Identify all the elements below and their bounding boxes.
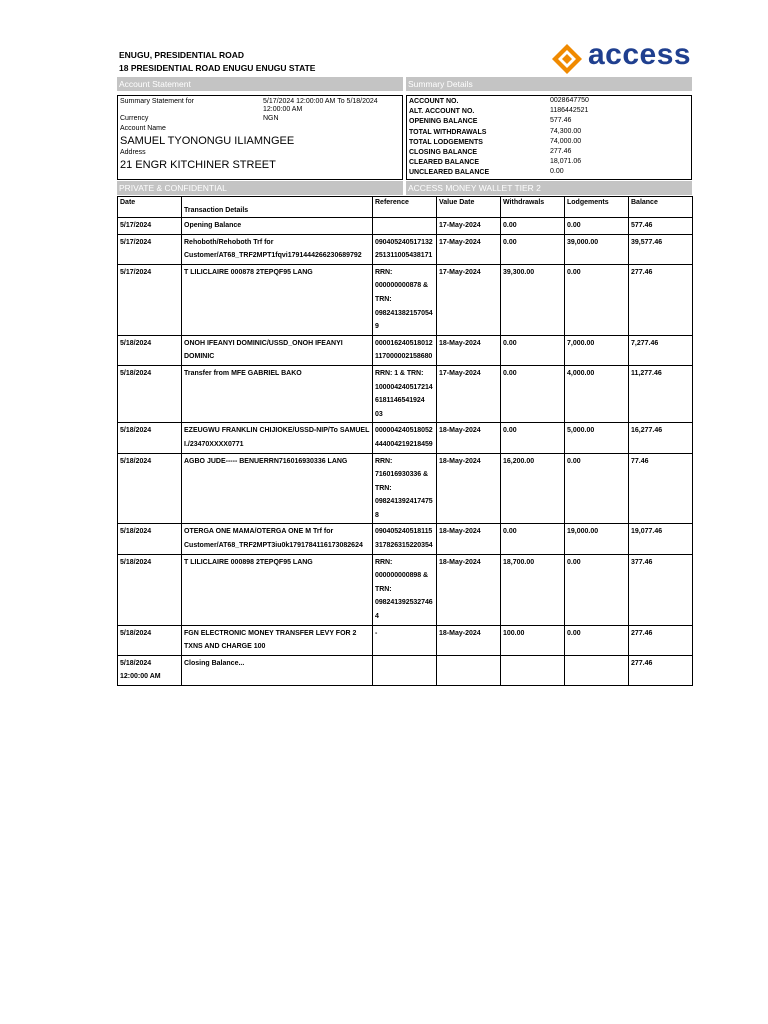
summary-value-item: 577.46 [550,117,572,125]
currency-value: NGN [263,115,279,122]
summary-value-item: 1186442521 [550,107,589,115]
account-info-box [117,95,403,180]
cell-date: 5/18/2024 [118,453,182,524]
private-confidential-bar: PRIVATE & CONFIDENTIAL [117,181,403,195]
cell-date: 5/18/2024 [118,423,182,453]
cell-value-date: 18-May-2024 [437,524,501,554]
summary-label-item: OPENING BALANCE [409,118,478,126]
summary-box [406,95,692,180]
summary-label-item: UNCLEARED BALANCE [409,169,490,177]
cell-date: 5/17/2024 [118,218,182,235]
cell-details: FGN ELECTRONIC MONEY TRANSFER LEVY FOR 2 TXNS AND CHARGE 100 [182,625,373,655]
cell-balance: 577.46 [629,218,693,235]
cell-value-date: 18-May-2024 [437,554,501,625]
branch-address: 18 PRESIDENTIAL ROAD ENUGU ENUGU STATE [119,63,316,73]
cell-reference [373,218,437,235]
summary-label-item: TOTAL LODGEMENTS [409,138,483,146]
cell-date: 5/18/2024 [118,625,182,655]
cell-details: ONOH IFEANYI DOMINIC/USSD_ONOH IFEANYI DOMINIC [182,335,373,365]
cell-details: OTERGA ONE MAMA/OTERGA ONE M Trf for Customer/AT68_TRF2MPT3iu0k1791784116173082624 [182,524,373,554]
cell-value-date: 17-May-2024 [437,234,501,264]
table-row [118,453,693,524]
access-diamond-icon [550,42,584,78]
cell-lodgements: 4,000.00 [565,365,629,422]
logo-wordmark: access [588,38,692,71]
cell-withdrawals: 18,700.00 [501,554,565,625]
cell-balance: 277.46 [629,264,693,335]
table-row [118,335,693,365]
cell-balance: 19,077.46 [629,524,693,554]
summary-value-item: 18,071.06 [550,158,582,166]
cell-details: EZEUGWU FRANKLIN CHIJIOKE/USSD-NIP/To SAMUEL I./23470XXXX0771 [182,423,373,453]
cell-withdrawals: 100.00 [501,625,565,655]
cell-reference [373,655,437,685]
table-row [118,554,693,625]
col-lodgements: Lodgements [565,197,629,218]
access-logo [550,38,692,78]
summary-label-item: ALT. ACCOUNT NO. [409,108,475,116]
address-value: 21 ENGR KITCHINER STREET [120,159,276,171]
cell-withdrawals: 0.00 [501,365,565,422]
cell-reference: - [373,625,437,655]
cell-details: Rehoboth/Rehoboth Trf for Customer/AT68_TRF2MPT1fqvi1791444266230689792 [182,234,373,264]
cell-reference: RRN: 716016930336 & TRN: 0982413924174758 [373,453,437,524]
summary-label-item: ACCOUNT NO. [409,98,459,105]
summary-value-item: 74,300.00 [550,127,582,135]
cell-value-date: 18-May-2024 [437,625,501,655]
table-row [118,524,693,554]
summary-details-bar: Summary Details [406,77,692,91]
cell-date: 5/17/2024 [118,264,182,335]
summary-value-item: 277.46 [550,148,572,155]
cell-reference: 090405240517132251311005438171 [373,234,437,264]
cell-details: AGBO JUDE----- BENUERRN716016930336 LANG [182,453,373,524]
col-reference: Reference [373,197,437,218]
cell-date: 5/18/2024 12:00:00 AM [118,655,182,685]
cell-date: 5/18/2024 [118,335,182,365]
cell-withdrawals: 0.00 [501,335,565,365]
col-details-label: Transaction Details [184,207,249,214]
cell-lodgements: 7,000.00 [565,335,629,365]
cell-value-date: 18-May-2024 [437,423,501,453]
summary-label-item: TOTAL WITHDRAWALS [409,128,487,136]
cell-lodgements [565,655,629,685]
summary-label-item: CLOSING BALANCE [409,149,478,156]
table-row [118,365,693,422]
cell-withdrawals: 39,300.00 [501,264,565,335]
cell-value-date: 17-May-2024 [437,365,501,422]
table-row [118,234,693,264]
cell-reference: 000016240518012117000002158680 [373,335,437,365]
cell-withdrawals: 0.00 [501,218,565,235]
summary-label: Summary Statement for [120,98,194,105]
cell-date: 5/18/2024 [118,365,182,422]
col-withdrawals: Withdrawals [501,197,565,218]
cell-date: 5/18/2024 [118,554,182,625]
account-statement-bar: Account Statement [117,77,403,91]
summary-value-item: 0028647750 [550,97,589,104]
cell-date: 5/17/2024 [118,234,182,264]
cell-value-date: 18-May-2024 [437,453,501,524]
wallet-tier-bar: ACCESS MONEY WALLET TIER 2 [406,181,692,195]
cell-lodgements: 0.00 [565,453,629,524]
address-label: Address [120,149,146,156]
cell-details: T LILICLAIRE 000878 2TEPQF95 LANG [182,264,373,335]
cell-balance: 277.46 [629,655,693,685]
col-date: Date [118,197,182,218]
cell-details: Closing Balance... [182,655,373,685]
transactions-table [117,196,693,686]
summary-period: 5/17/2024 12:00:00 AM To 5/18/2024 12:00:00 AM [263,98,378,113]
cell-details: Transfer from MFE GABRIEL BAKO [182,365,373,422]
cell-date: 5/18/2024 [118,524,182,554]
transactions-body [118,218,693,686]
cell-value-date: 17-May-2024 [437,218,501,235]
cell-balance: 77.46 [629,453,693,524]
summary-value-item: 74,000.00 [550,137,582,145]
cell-withdrawals: 0.00 [501,524,565,554]
cell-balance: 11,277.46 [629,365,693,422]
cell-reference: RRN: 000000000878 & TRN: 0982413821570549 [373,264,437,335]
cell-details: T LILICLAIRE 000898 2TEPQF95 LANG [182,554,373,625]
cell-reference: 000004240518052444004219218459 [373,423,437,453]
currency-label: Currency [120,115,149,122]
cell-withdrawals: 0.00 [501,234,565,264]
table-row [118,625,693,655]
col-details [182,197,373,218]
table-row [118,655,693,685]
cell-lodgements: 0.00 [565,625,629,655]
cell-reference: RRN: 000000000898 & TRN: 0982413925327464 [373,554,437,625]
cell-withdrawals [501,655,565,685]
cell-balance: 377.46 [629,554,693,625]
cell-lodgements: 5,000.00 [565,423,629,453]
cell-balance: 39,577.46 [629,234,693,264]
account-name-label: Account Name [120,125,166,132]
branch-name: ENUGU, PRESIDENTIAL ROAD [119,50,244,60]
cell-reference: 090405240518115317826315220354 [373,524,437,554]
cell-reference: RRN: 1 & TRN: 1000042405172146181146541924 03 [373,365,437,422]
cell-value-date: 18-May-2024 [437,335,501,365]
col-balance: Balance [629,197,693,218]
cell-lodgements: 39,000.00 [565,234,629,264]
account-name: SAMUEL TYONONGU ILIAMNGEE [120,135,295,147]
cell-value-date [437,655,501,685]
cell-balance: 7,277.46 [629,335,693,365]
col-value-date: Value Date [437,197,501,218]
cell-balance: 16,277.46 [629,423,693,453]
table-row [118,423,693,453]
table-row [118,264,693,335]
summary-label-item: CLEARED BALANCE [409,159,479,167]
cell-lodgements: 0.00 [565,554,629,625]
cell-lodgements: 0.00 [565,218,629,235]
cell-withdrawals: 0.00 [501,423,565,453]
table-row [118,218,693,235]
cell-details: Opening Balance [182,218,373,235]
cell-withdrawals: 16,200.00 [501,453,565,524]
cell-lodgements: 19,000.00 [565,524,629,554]
summary-value-item: 0.00 [550,168,564,176]
cell-value-date: 17-May-2024 [437,264,501,335]
cell-balance: 277.46 [629,625,693,655]
cell-lodgements: 0.00 [565,264,629,335]
table-header-row [118,197,693,218]
